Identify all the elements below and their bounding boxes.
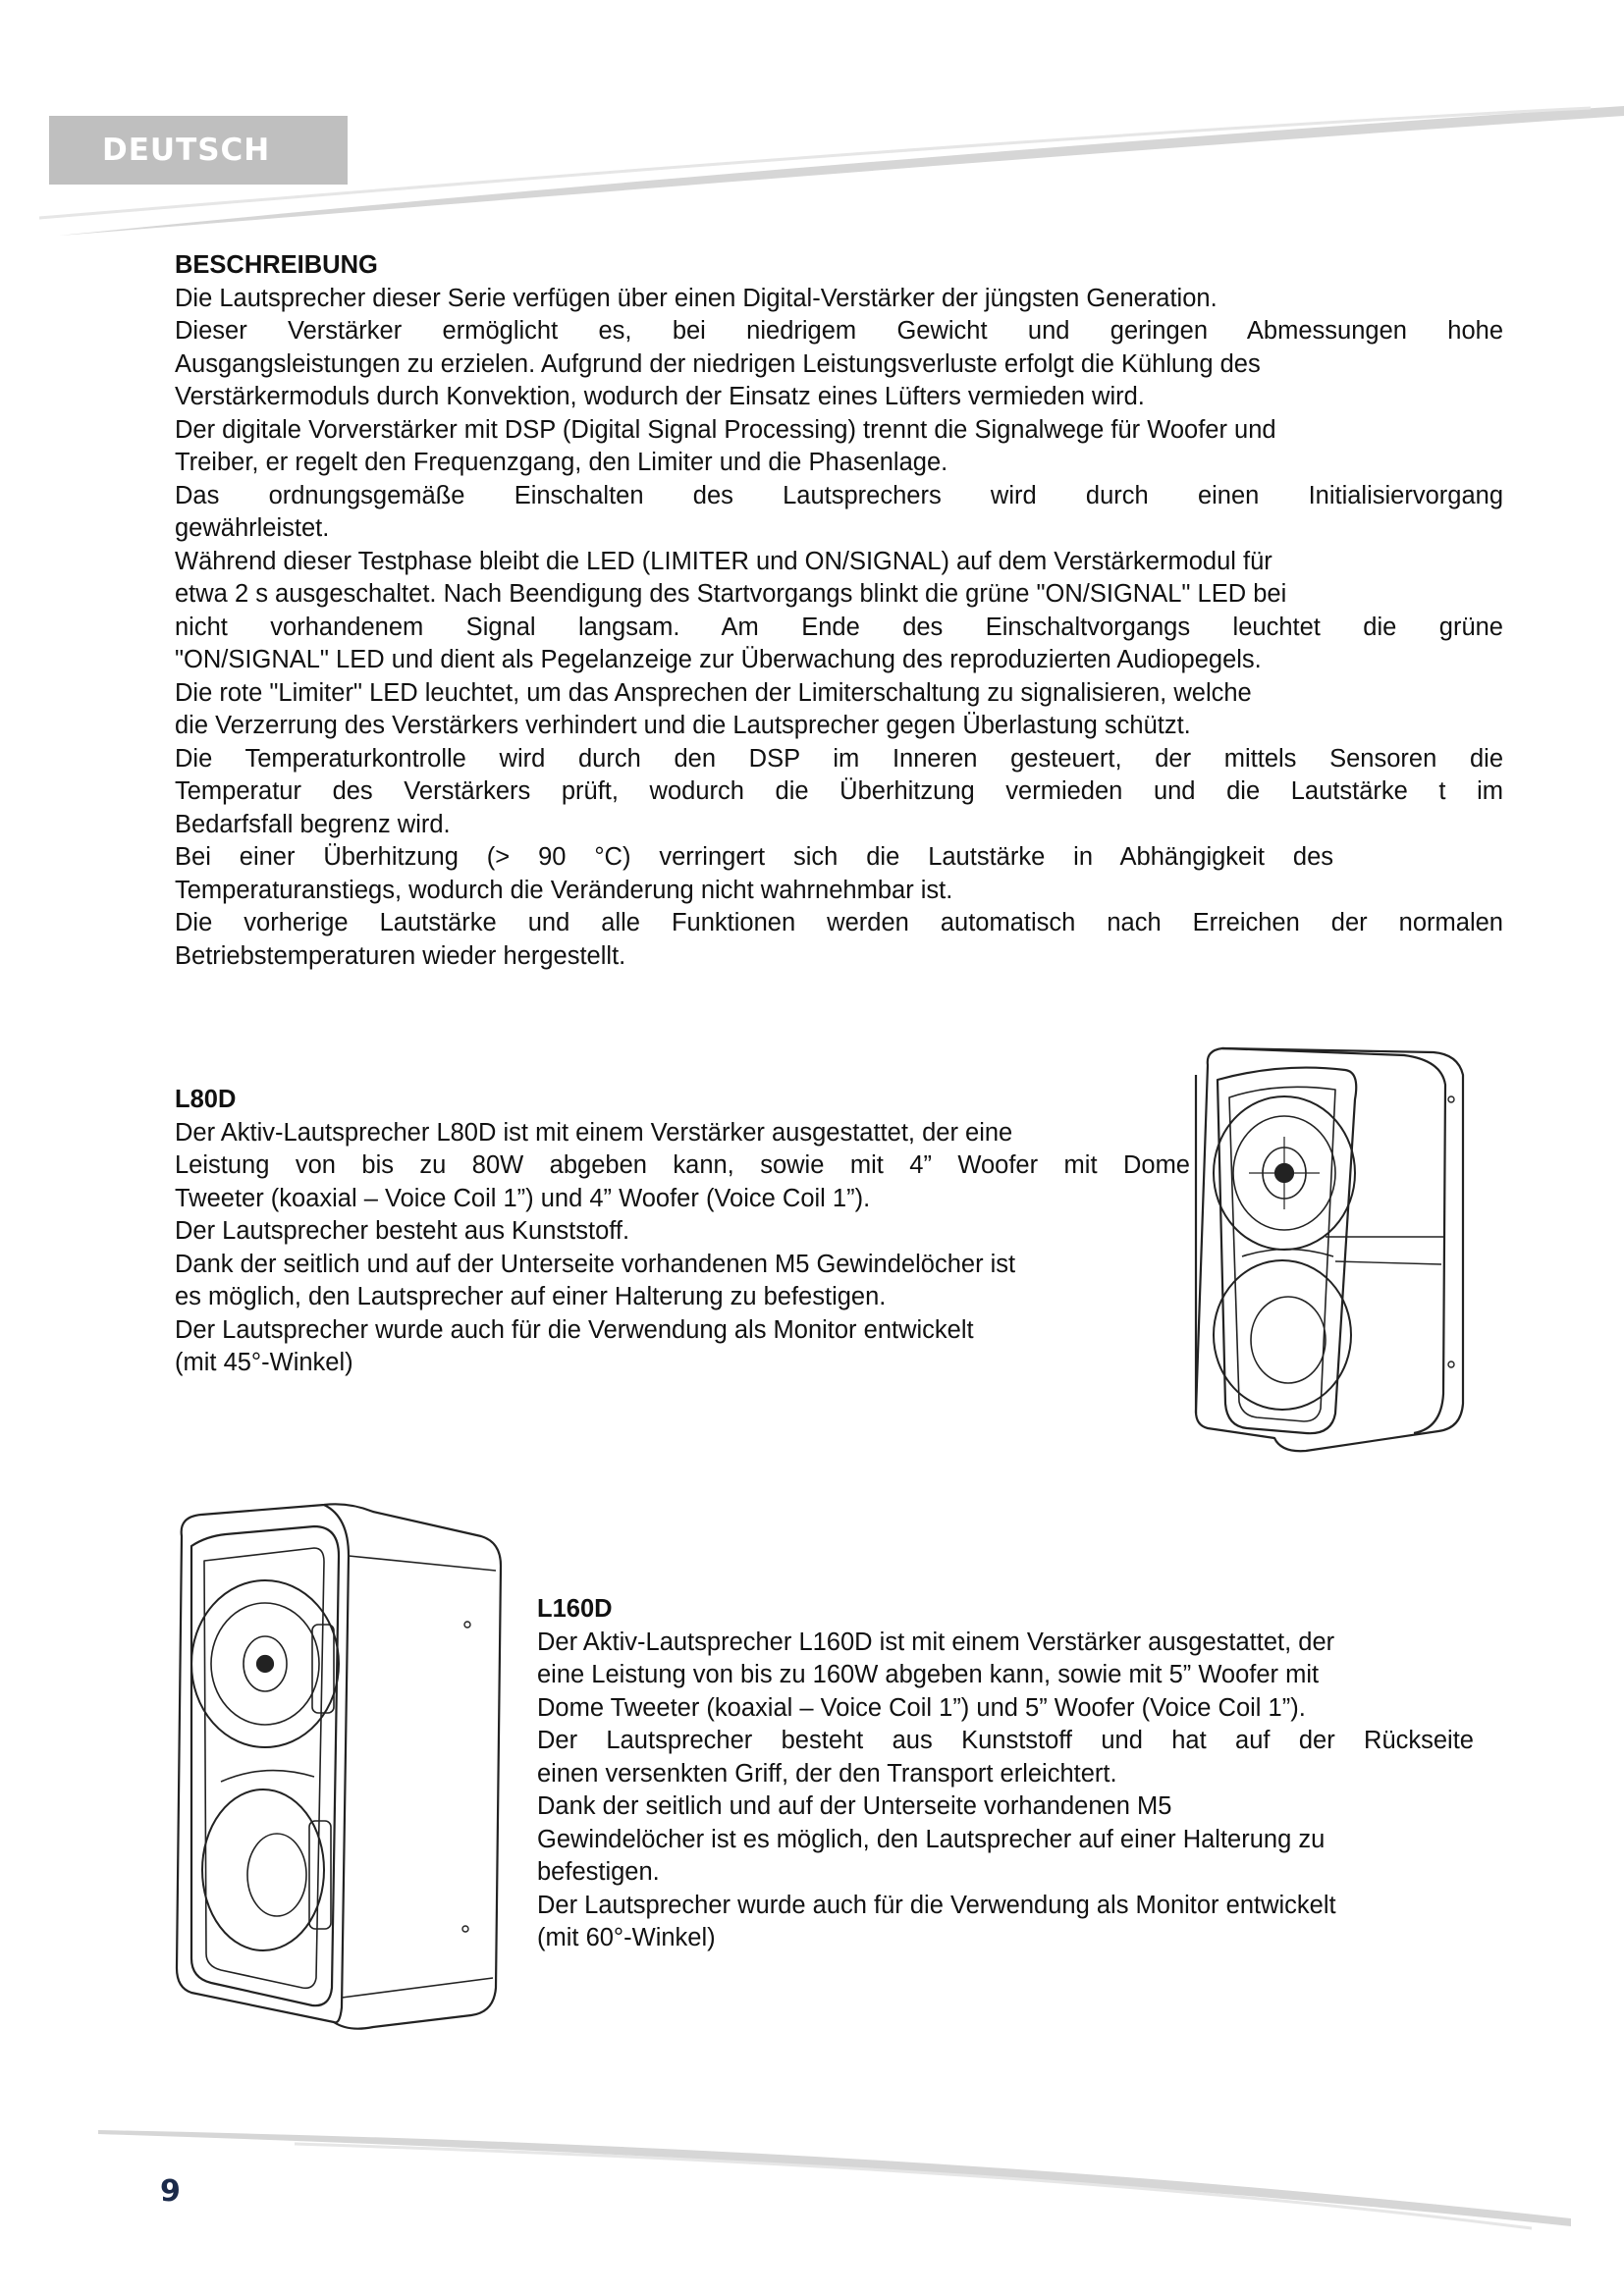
text-line: Gewindelöcher ist es möglich, den Lautsprecher auf einer Halterung zu [537, 1825, 1326, 1853]
text-line: Der digitale Vorverstärker mit DSP (Digital Signal Processing) trennt die Signalwege für Woofer und [175, 415, 1276, 444]
text-line: Dank der seitlich und auf der Unterseite vorhandenen M5 Gewindelöcher ist [175, 1250, 1016, 1278]
section-title: L80D [175, 1086, 237, 1113]
text-line: Die vorherige Lautstärke und alle Funktionen werden automatisch nach Erreichen der normalen [175, 909, 1503, 936]
footer-swoosh [0, 2110, 1624, 2238]
text-line: gewährleistet. [175, 514, 330, 542]
text-line: Dieser Verstärker ermöglicht es, bei niedrigem Gewicht und geringen Abmessungen hohe [175, 317, 1503, 345]
text-line: befestigen. [537, 1858, 660, 1886]
text-line: (mit 60°-Winkel) [537, 1924, 716, 1951]
text-line: Treiber, er regelt den Frequenzgang, den Limiter und die Phasenlage. [175, 449, 948, 476]
text-line: Der Lautsprecher wurde auch für die Verwendung als Monitor entwickelt [175, 1315, 974, 1344]
text-line: Bei einer Überhitzung (> 90 °C) verringert sich die Lautstärke in Abhängigkeit des [175, 843, 1333, 871]
text-line: Während dieser Testphase bleibt die LED (LIMITER und ON/SIGNAL) auf dem Verstärkermodul für [175, 547, 1272, 575]
text-line: nicht vorhandenem Signal langsam. Am Ende des Einschaltvorgangs leuchtet die grüne [175, 613, 1503, 641]
text-line: Dome Tweeter (koaxial – Voice Coil 1”) und 5” Woofer (Voice Coil 1”). [537, 1693, 1306, 1722]
text-line: einen versenkten Griff, der den Transport erleichtert. [537, 1759, 1117, 1788]
section-title: L160D [537, 1595, 613, 1623]
section-l160d [537, 1593, 1474, 1955]
text-line: Der Aktiv-Lautsprecher L80D ist mit einem Verstärker ausgestattet, der eine [175, 1118, 1013, 1147]
text-line: Temperaturanstiegs, wodurch die Veränderung nicht wahrnehmbar ist. [175, 876, 953, 904]
section-title: BESCHREIBUNG [175, 251, 378, 279]
text-line: etwa 2 s ausgeschaltet. Nach Beendigung des Startvorgangs blinkt die grüne "ON/SIGNAL" LED bei [175, 580, 1287, 608]
text-line: Die Lautsprecher dieser Serie verfügen über einen Digital-Verstärker der jüngsten Generation. [175, 284, 1218, 312]
section-beschreibung [175, 249, 1503, 973]
page-number: 9 [160, 2174, 181, 2209]
speaker-illustration-icon [1188, 1041, 1483, 1453]
text-line: Tweeter (koaxial – Voice Coil 1”) und 4” Woofer (Voice Coil 1”). [175, 1184, 871, 1212]
text-line: Temperatur des Verstärkers prüft, wodurch die Überhitzung vermieden und die Lautstärke t im [175, 777, 1503, 805]
text-line: Der Aktiv-Lautsprecher L160D ist mit einem Verstärker ausgestattet, der [537, 1628, 1335, 1656]
text-line: (mit 45°-Winkel) [175, 1349, 353, 1376]
text-line: eine Leistung von bis zu 160W abgeben kann, sowie mit 5” Woofer mit [537, 1661, 1320, 1688]
text-line: Die rote "Limiter" LED leuchtet, um das Ansprechen der Limiterschaltung zu signalisieren, welche [175, 678, 1252, 707]
text-line: Ausgangsleistungen zu erzielen. Aufgrund der niedrigen Leistungsverluste erfolgt die Kühlung des [175, 349, 1261, 378]
language-tab: DEUTSCH [49, 116, 348, 185]
text-line: die Verzerrung des Verstärkers verhindert und die Lautsprecher gegen Überlastung schützt. [175, 712, 1191, 739]
text-line: Die Temperaturkontrolle wird durch den DSP im Inneren gesteuert, der mittels Sensoren die [175, 744, 1503, 773]
text-line: Der Lautsprecher besteht aus Kunststoff. [175, 1217, 630, 1245]
text-line: "ON/SIGNAL" LED und dient als Pegelanzeige zur Überwachung des reproduzierten Audiopegels. [175, 646, 1262, 673]
text-line: Der Lautsprecher besteht aus Kunststoff und hat auf der Rückseite [537, 1727, 1474, 1754]
section-l80d [175, 1084, 1190, 1380]
text-line: es möglich, den Lautsprecher auf einer Halterung zu befestigen. [175, 1283, 887, 1310]
speaker-illustration-icon [167, 1497, 511, 2037]
text-line: Betriebstemperaturen wieder hergestellt. [175, 941, 626, 970]
text-line: Das ordnungsgemäße Einschalten des Lautsprechers wird durch einen Initialisiervorgang [175, 481, 1503, 509]
text-line: Dank der seitlich und auf der Unterseite vorhandenen M5 [537, 1792, 1172, 1820]
text-line: Der Lautsprecher wurde auch für die Verwendung als Monitor entwickelt [537, 1891, 1336, 1919]
text-line: Leistung von bis zu 80W abgeben kann, sowie mit 4” Woofer mit Dome [175, 1151, 1190, 1179]
text-line: Verstärkermoduls durch Konvektion, wodurch der Einsatz eines Lüfters vermieden wird. [175, 383, 1145, 410]
text-line: Bedarfsfall begrenz wird. [175, 810, 451, 838]
